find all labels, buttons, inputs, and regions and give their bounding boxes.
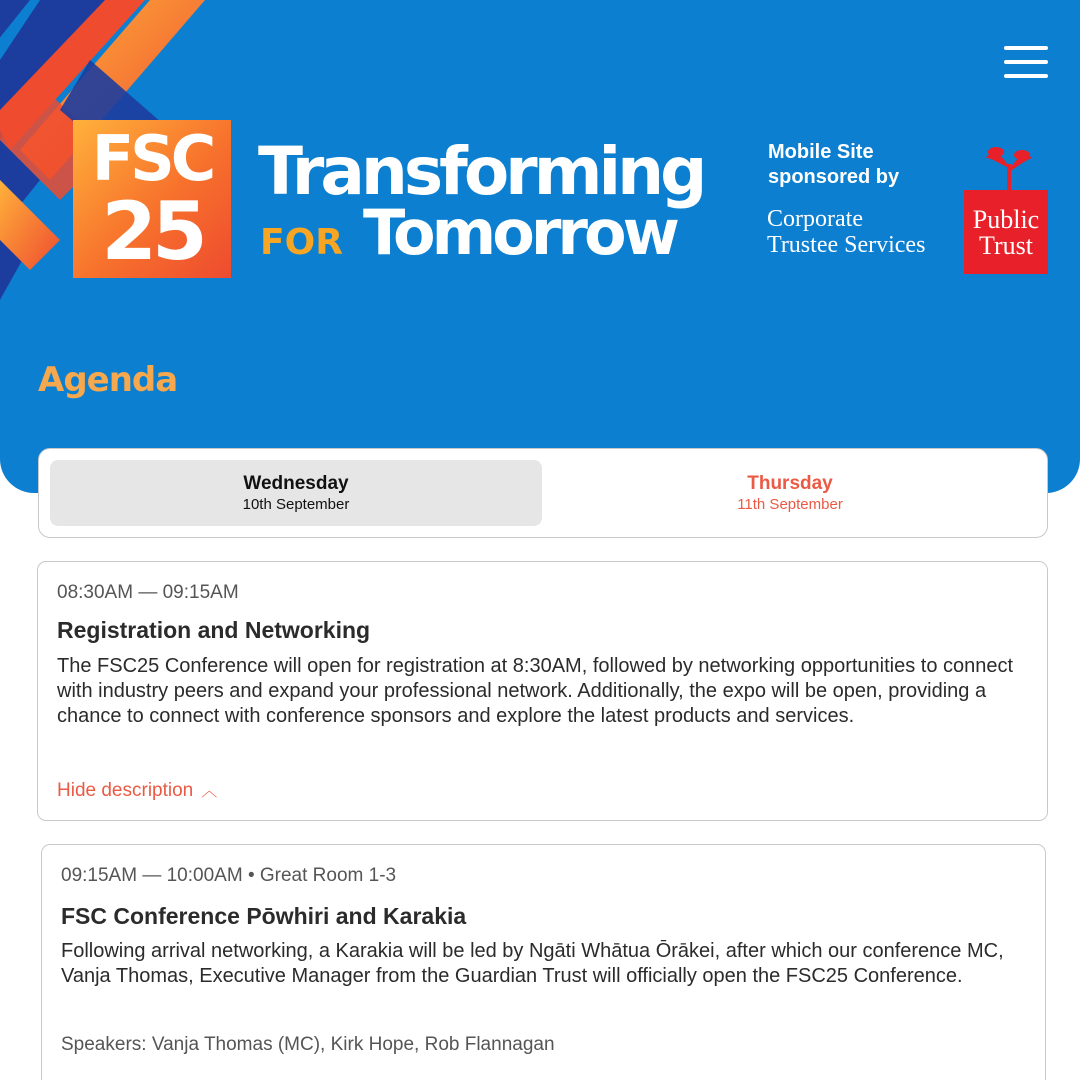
tab-thursday[interactable] [544,460,1036,526]
session-time: 09:15AM — 10:00AM [61,865,243,886]
tab-day-label: Thursday [747,473,833,494]
sprout-icon [984,146,1034,192]
session-card [41,844,1046,1080]
session-time-row [61,865,396,887]
menu-button[interactable] [1000,44,1050,80]
session-time: 08:30AM — 09:15AM [57,582,239,603]
session-room: Great Room 1-3 [259,865,397,886]
session-description: The FSC25 Conference will open for registration at 8:30AM, followed by networking opportunities to connect with industry peers and expand your professional network. Additionally, the expo will be open, providing a chance to connect with conference sponsors and explore the latest products and services. [57,655,1014,727]
tab-date-label: 10th September [242,496,350,513]
site-header [0,0,1080,493]
tab-date-label: 11th September [737,496,843,513]
session-title: FSC Conference Pōwhiri and Karakia [61,903,467,929]
session-description: Following arrival networking, a Karakia will be led by Ngāti Whātua Ōrākei, after which our conference MC, Vanja Thomas, Executive Manager from the Guardian Trust will officially open the FSC25 Conference. [61,940,1004,987]
tagline-for: FOR [260,222,343,263]
page-title: Agenda [38,360,178,400]
session-speakers: Speakers: Vanja Thomas (MC), Kirk Hope, Rob Flannagan [61,1034,555,1055]
separator-dot: • [247,865,255,886]
corporate-trustee-services-logo: Corporate Trustee Services [767,206,926,258]
hide-description-button[interactable] [57,778,217,802]
session-title: Registration and Networking [57,617,371,643]
session-card [37,561,1048,821]
tagline-transforming: Transforming [258,133,704,210]
chevron-up-icon: ︿ [201,783,218,800]
tab-wednesday[interactable] [50,460,542,526]
tagline-tomorrow: Tomorrow [363,196,676,269]
hamburger-menu-icon [1004,46,1048,50]
logo-text-25: 25 [101,185,203,278]
sponsor-label: Mobile Site sponsored by [768,141,900,188]
day-tabs [38,448,1048,538]
tab-day-label: Wednesday [243,473,349,494]
logo-text-fsc: FSC [91,122,213,195]
fsc25-logo [73,120,231,278]
public-trust-logo: Public Trust [964,190,1048,274]
toggle-label: Hide description [57,780,194,801]
